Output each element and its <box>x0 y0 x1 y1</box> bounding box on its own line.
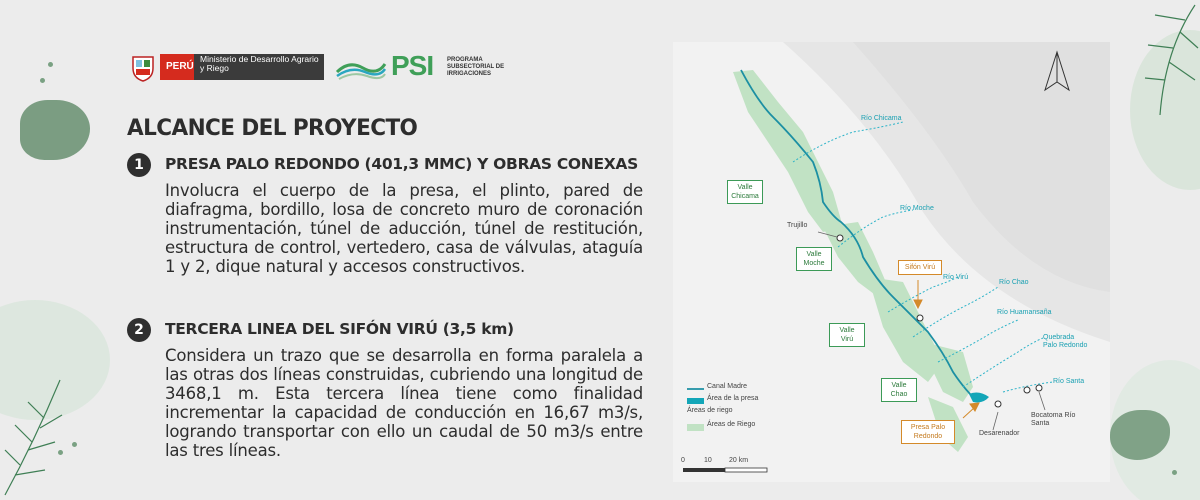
section-title: PRESA PALO REDONDO (401,3 MMC) Y OBRAS CONEXAS <box>165 155 638 173</box>
psi-logo <box>335 48 515 88</box>
valley-label: Valle Chao <box>881 378 917 402</box>
psi-text: PSI <box>391 50 434 81</box>
river-label: Río Huamansaña <box>997 309 1052 316</box>
page-title: ALCANCE DEL PROYECTO <box>127 116 418 141</box>
leaf-decoration-icon <box>1140 0 1200 120</box>
river-label: Quebrada Palo Redondo <box>1043 334 1088 349</box>
legend-canal: Canal Madre <box>707 383 748 390</box>
psi-waves-icon <box>335 56 387 80</box>
section-text: Involucra el cuerpo de la presa, el plinto, pared de diafragma, bordillo, losa de concreto muro de coronación instrumentación, túnel de aducción, túnel de restitución, estructura de control, vertedero, casa de válvulas, ataguía 1 y 2, dique natural y accesos constructivos. <box>165 181 643 276</box>
scale-label: 20 km <box>729 457 749 464</box>
place-label: Bocatoma Río Santa <box>1031 412 1076 427</box>
section-number-badge: 2 <box>127 318 151 342</box>
decor-dot <box>1172 470 1177 475</box>
project-map <box>673 42 1110 482</box>
scale-label: 0 <box>681 457 685 464</box>
decor-blob <box>20 100 90 160</box>
section-number-badge: 1 <box>127 153 151 177</box>
place-label: Desarenador <box>979 430 1020 437</box>
valley-label: Valle Chicama <box>727 180 763 204</box>
psi-subtitle: PROGRAMA SUBSECTORIAL DE IRRIGACIONES <box>447 57 505 77</box>
scale-label: 10 <box>704 457 712 464</box>
river-label: Río Chao <box>999 279 1029 286</box>
legend-group: Áreas de riego <box>687 407 733 414</box>
scale-bar <box>683 468 767 472</box>
river-label: Río Santa <box>1053 378 1085 385</box>
legend-presa: Área de la presa <box>707 395 759 402</box>
ministry-label: Ministerio de Desarrollo Agrario y Riego <box>194 54 324 80</box>
peru-shield-icon <box>130 54 156 82</box>
river-label: Río Virú <box>943 274 969 281</box>
river-label: Río Chicama <box>861 115 902 122</box>
legend-riego: Áreas de Riego <box>707 421 756 428</box>
leaf-decoration-icon <box>0 370 70 500</box>
peru-flag-label: PERÚ <box>160 54 200 80</box>
callout-sifon-viru: Sifón Virú <box>898 260 942 275</box>
valley-label: Valle Virú <box>829 323 865 347</box>
place-label: Trujillo <box>787 222 808 229</box>
river-label: Río Moche <box>900 205 934 212</box>
callout-presa-palo-redondo: Presa Palo Redondo <box>901 420 955 444</box>
decor-dot <box>40 78 45 83</box>
valley-label: Valle Moche <box>796 247 832 271</box>
decor-dot <box>48 62 53 67</box>
decor-dot <box>72 442 77 447</box>
section-title: TERCERA LINEA DEL SIFÓN VIRÚ (3,5 km) <box>165 320 514 338</box>
section-text: Considera un trazo que se desarrolla en forma paralela a las otras dos líneas construidas, cubriendo una longitud de 3468,1 m. Esta tercera línea tiene como finalidad incrementar la capacidad de conducción en 16,67 m3/s, logrando transportar con ello un caudal de 50 m3/s entre las tres líneas. <box>165 346 643 460</box>
